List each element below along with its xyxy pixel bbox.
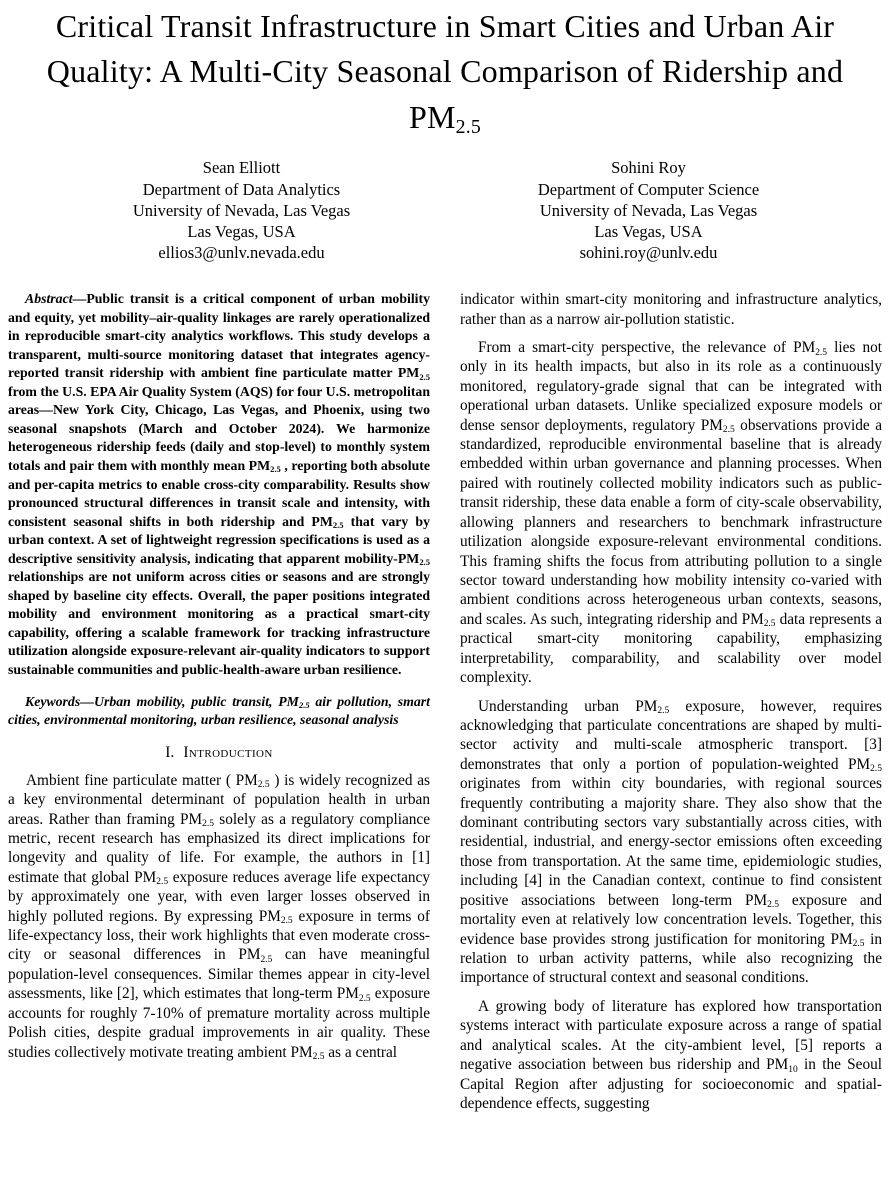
- keywords-separator: —: [80, 693, 94, 709]
- author-location: Las Vegas, USA: [187, 222, 296, 242]
- abstract-separator: —: [72, 291, 87, 307]
- intro-paragraph-3: Understanding urban $PM_{2.5}$ exposure, however, requires acknowledging that particulate concentrations are shaped by multi-sector activity and multi-scale atmospheric transport. [3] demonstrates that only a portion of population-weighted $PM_{2.5}$ originates from within city boundaries, with regional sources frequently contributing a majority share. They also show that the dominant contributing sectors vary substantially across cities, with residential, industrial, and energy-sector emissions often exceeding those from transportation. At the same time, epidemiologic studies, including [4] in the Canadian context, continue to find consistent positive associations between long-term $PM_{2.5}$ exposure and mortality even at relatively low concentration levels. Together, this evidence base provides strong justification for monitoring $PM_{2.5}$ in relation to urban activity patterns, while also recognizing the importance of structural context and seasonal conditions.: [460, 697, 882, 987]
- author-section: [38, 158, 852, 264]
- author-email: ellios3@unlv.nevada.edu: [158, 243, 325, 263]
- author-department: Department of Computer Science: [537, 180, 760, 200]
- author-affiliation: University of Nevada, Las Vegas: [132, 201, 351, 221]
- intro-paragraph-2: From a smart-city perspective, the relevance of $PM_{2.5}$ lies not only in its health impacts, but also in its role as a continuously monitored, regulatory-grade signal that can be integrated with operational urban datasets. Unlike specialized exposure models or dense sensor deployments, regulatory $PM_{2.5}$ observations provide a standardized, reproducible environmental baseline that is already embedded within urban governance and planning processes. When paired with routinely collected mobility indicators such as public-transit ridership, these data enable a form of city-scale observability, allowing planners and researchers to benchmark infrastructure utilization alongside exposure-relevant environmental conditions. This framing shifts the focus from attributing pollution to a single sector toward understanding how mobility intensity co-varied with ambient conditions across heterogeneous urban contexts, seasons, and scales. As such, integrating ridership and $PM_{2.5}$ data represents a practical smart-city monitoring capability, emphasizing interpretability, comparability, and scalability over model complexity.: [460, 338, 882, 687]
- abstract-label: Abstract: [25, 291, 73, 307]
- author-name: Sean Elliott: [202, 158, 281, 178]
- author-block-2: [445, 158, 852, 264]
- left-column: [8, 290, 430, 1071]
- author-email: sohini.roy@unlv.edu: [579, 243, 718, 263]
- right-column: [460, 290, 882, 1122]
- intro-paragraph-4: A growing body of literature has explored how transportation systems interact with particulate exposure across a range of spatial and analytical scales. At the city-ambient level, [5] reports a negative association between bus ridership and $PM_{10}$ in the Seoul Capital Region after adjusting for socioeconomic and spatial-dependence effects, suggesting: [460, 997, 883, 1112]
- paper-title: Critical Transit Infrastructure in Smart Cities and Urban Air Quality: A Multi-City Seasonal Comparison of Ridership and $PM_{2.5}$: [46, 8, 844, 139]
- abstract-text: Public transit is a critical component of urban mobility and equity, yet mobility–air-quality linkages are rarely operationalized in reproducible smart-city analytics workflows. This study develops a transparent, multi-source monitoring dataset that integrates agency-reported transit ridership with ambient fine particulate matter $PM_{2.5}$ from the U.S. EPA Air Quality System (AQS) for four U.S. metropolitan areas—New York City, Chicago, Las Vegas, and Phoenix, using two seasonal snapshots (March and October 2024). We harmonize heterogeneous ridership feeds (daily and stop-level) to monthly system totals and pair them with monthly mean $PM_{2.5}$ , reporting both absolute and per-capita metrics to enable cross-city comparability. Results show pronounced structural differences in transit scale and intensity, with consistent seasonal shifts in both ridership and $PM_{2.5}$ that vary by urban context. A set of lightweight regression specifications is used as a descriptive sensitivity analysis, indicating that apparent mobility-$PM_{2.5}$ relationships are not uniform across cities or seasons and are strongly shaped by baseline city effects. Overall, the paper positions integrated mobility and environment monitoring as a practical smart-city capability, offering a scalable framework for tracking infrastructure utilization alongside exposure-relevant air-quality indicators to support sustainable communities and public-health-aware urban resilience.: [8, 291, 431, 678]
- section-title: Introduction: [183, 743, 273, 761]
- intro-paragraph-1: Ambient fine particulate matter ( $PM_{2.5}$ ) is widely recognized as a key environmental determinant of population health in urban areas. Rather than framing $PM_{2.5}$ solely as a regulatory compliance metric, recent research has emphasized its direct implications for longevity and quality of life. For example, the authors in [1] estimate that global $PM_{2.5}$ exposure reduces average life expectancy by approximately one year, with even larger losses observed in highly polluted regions. By expressing $PM_{2.5}$ exposure in terms of life-expectancy loss, their work highlights that even moderate cross-city or seasonal differences in $PM_{2.5}$ can have meaningful population-level consequences. Similar themes appear in city-level assessments, like [2], which estimates that long-term $PM_{2.5}$ exposure accounts for roughly 7-10% of premature mortality across multiple Polish cities, despite gradual improvements in air quality. These studies collectively motivate treating ambient $PM_{2.5}$ as a central: [8, 771, 431, 1063]
- keywords-text: Urban mobility, public transit, $PM_{2.5}$ air pollution, smart cities, environmental monitoring, urban resilience, seasonal analysis: [8, 693, 430, 728]
- author-department: Department of Data Analytics: [142, 180, 341, 200]
- abstract: [8, 290, 430, 679]
- author-name: Sohini Roy: [611, 158, 686, 178]
- keywords: [8, 693, 430, 730]
- author-affiliation: University of Nevada, Las Vegas: [539, 201, 758, 221]
- author-location: Las Vegas, USA: [594, 222, 703, 242]
- keywords-label: Keywords: [25, 693, 81, 709]
- author-block-1: [38, 158, 445, 264]
- intro-paragraph-1-continued: indicator within smart-city monitoring and infrastructure analytics, rather than as a narrow air-pollution statistic.: [460, 291, 882, 328]
- section-number: I.: [165, 743, 175, 761]
- two-column-body: [8, 290, 882, 1122]
- section-heading-introduction: [8, 744, 430, 762]
